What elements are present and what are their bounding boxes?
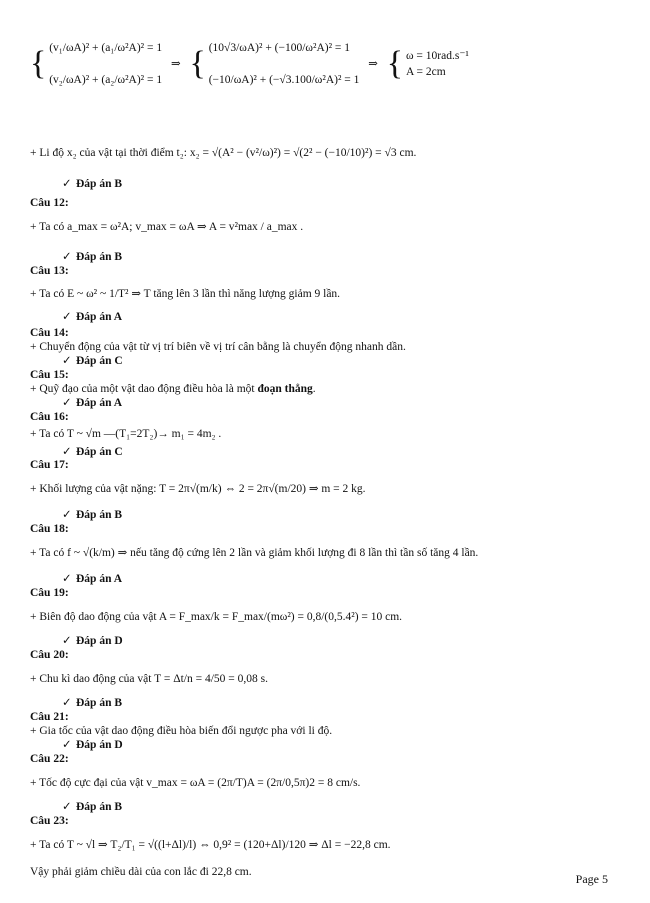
solution-formula: f ~ √(k/m) ⇒ nếu tăng độ cứng lên 2 lần và giảm khối lượng đi 8 lần thì tần số tăng 4 lần. bbox=[64, 547, 479, 559]
answer-text: Đáp án B bbox=[76, 801, 123, 813]
question-solution bbox=[30, 610, 402, 624]
answer-line bbox=[62, 354, 123, 368]
answer-11: ✓ Đáp án B bbox=[62, 178, 123, 190]
equation-2: (v₂/ωA)² + (a₂/ω²A)² = 1 bbox=[49, 74, 163, 86]
solution-text: + Ta có bbox=[30, 547, 65, 559]
check-mark-icon: ✓ bbox=[62, 509, 72, 521]
answer-line bbox=[62, 250, 122, 264]
question-title: Câu 14: bbox=[30, 327, 69, 339]
solution-formula: T ~ √l ⇒ T₂/T₁ = √((l+Δl)/l) ⇔ 0,9² = (120+Δl)/120 ⇒ Δl = −22,8 cm. bbox=[64, 839, 391, 851]
question-title: Câu 15: bbox=[30, 369, 69, 381]
question-title: Câu 13: bbox=[30, 265, 69, 277]
question-solution bbox=[30, 724, 332, 738]
answer-line bbox=[62, 310, 122, 324]
solution-text: + Chuyển động của vật từ vị trí biên về vị trí cân bằng là chuyển động nhanh dần. bbox=[30, 341, 406, 353]
solution-text: + Ta có bbox=[30, 221, 65, 233]
question-solution bbox=[30, 838, 391, 852]
answer-line bbox=[62, 738, 123, 752]
solution-text: + Biên độ dao động của vật bbox=[30, 611, 157, 623]
check-mark-icon: ✓ bbox=[62, 697, 72, 709]
answer-line bbox=[62, 508, 122, 522]
solution-formula: E ~ ω² ~ 1/T² ⇒ T tăng lên 3 lần thì năng lượng giảm 9 lần. bbox=[64, 288, 341, 300]
check-mark-icon: ✓ bbox=[62, 635, 72, 647]
answer-text: Đáp án C bbox=[76, 446, 123, 458]
solution-text: + Ta có bbox=[30, 428, 65, 440]
question-solution bbox=[30, 340, 406, 354]
question-title: Câu 21: bbox=[30, 711, 69, 723]
question-solution bbox=[30, 482, 366, 496]
question-title: Câu 22: bbox=[30, 753, 69, 765]
answer-line bbox=[62, 634, 123, 648]
page-number: Page 5 bbox=[575, 872, 608, 886]
check-mark-icon: ✓ bbox=[62, 446, 72, 458]
equation-1: (v₁/ωA)² + (a₁/ω²A)² = 1 bbox=[49, 42, 163, 54]
check-mark-icon: ✓ bbox=[62, 573, 72, 585]
check-mark-icon: ✓ bbox=[62, 178, 72, 190]
question-solution bbox=[30, 672, 268, 686]
question-solution bbox=[30, 546, 478, 560]
li-do-text: + Li độ x₂ của vật tại thời điểm t₂: bbox=[30, 147, 187, 159]
question-title: Câu 16: bbox=[30, 411, 69, 423]
solution-formula: a_max = ω²A; v_max = ωA ⇒ A = v²max / a_max . bbox=[64, 221, 304, 233]
answer-text: Đáp án D bbox=[76, 739, 123, 751]
solution-text: + Tốc độ cực đại của vật bbox=[30, 777, 144, 789]
answer-line bbox=[62, 696, 122, 710]
solution-text: + Ta có bbox=[30, 839, 65, 851]
solution-formula: v_max = ωA = (2π/T)A = (2π/0,5π)2 = 8 cm/s. bbox=[143, 777, 361, 789]
answer-text: Đáp án A bbox=[76, 573, 123, 585]
question-solution bbox=[30, 287, 340, 301]
answer-line bbox=[62, 572, 122, 586]
solution-formula: A = F_max/k = F_max/(mω²) = 0,8/(0,5.4²) = 10 cm. bbox=[156, 611, 403, 623]
equation-3: (10√3/ωA)² + (−100/ω²A)² = 1 bbox=[208, 42, 351, 54]
answer-line bbox=[62, 445, 123, 459]
answer-text: Đáp án A bbox=[76, 311, 123, 323]
answer-text: Đáp án B bbox=[76, 509, 123, 521]
li-do-formula: x₂ = √(A² − (v²/ω)²) = √(2² − (−10/10)²) = √3 cm. bbox=[189, 147, 417, 159]
answer-line bbox=[62, 396, 122, 410]
question-solution bbox=[30, 220, 303, 234]
system-equations: { (v₁/ωA)² + (a₁/ω²A)² = 1 (v₂/ωA)² + (a₂/ω²A)² = 1 ⇒ { (10√3/ωA)² + (−100/ω²A)² = 1 (−10/ωA)² + (−√3.100/ω²A)² = 1 ⇒ { ω = 10rad.s⁻¹ A = 2cm bbox=[30, 42, 469, 86]
answer-text: Đáp án D bbox=[76, 635, 123, 647]
solution-text: + Chu kì dao động của vật bbox=[30, 673, 152, 685]
question-title: Câu 12: bbox=[30, 197, 69, 209]
question-solution bbox=[30, 427, 221, 441]
check-mark-icon: ✓ bbox=[62, 251, 72, 263]
answer-text: Đáp án B bbox=[76, 697, 123, 709]
check-mark-icon: ✓ bbox=[62, 397, 72, 409]
solution-formula: T = 2π√(m/k) ⇔ 2 = 2π√(m/20) ⇒ m = 2 kg. bbox=[156, 483, 366, 495]
question-title: Câu 18: bbox=[30, 523, 69, 535]
answer-text: Đáp án B bbox=[76, 251, 123, 263]
answer-text: Đáp án A bbox=[76, 397, 123, 409]
question-title: Câu 20: bbox=[30, 649, 69, 661]
result-amplitude: A = 2cm bbox=[405, 66, 446, 78]
check-mark-icon: ✓ bbox=[62, 311, 72, 323]
question-title: Câu 19: bbox=[30, 587, 69, 599]
solution-text: + Gia tốc của vật dao động điều hòa biến đổi ngược pha với li độ. bbox=[30, 725, 333, 737]
conclusion-text: Vậy phải giảm chiều dài của con lắc đi 22,8 cm. bbox=[30, 866, 252, 878]
equation-4: (−10/ωA)² + (−√3.100/ω²A)² = 1 bbox=[208, 74, 360, 86]
li-do-line bbox=[30, 146, 416, 160]
emphasis-text: đoạn thẳng bbox=[254, 383, 313, 395]
solution-formula: T ~ √m —(T₁=2T₂)→ m₁ = 4m₂ . bbox=[64, 428, 222, 440]
answer-line bbox=[62, 800, 122, 814]
question-solution bbox=[30, 382, 316, 396]
solution-text: + Ta có bbox=[30, 288, 65, 300]
question-title: Câu 23: bbox=[30, 815, 69, 827]
answer-text: Đáp án C bbox=[76, 355, 123, 367]
result-omega: ω = 10rad.s⁻¹ bbox=[405, 50, 469, 62]
question-solution bbox=[30, 776, 360, 790]
check-mark-icon: ✓ bbox=[62, 355, 72, 367]
check-mark-icon: ✓ bbox=[62, 801, 72, 813]
question-title: Câu 17: bbox=[30, 459, 69, 471]
solution-formula: T = Δt/n = 4/50 = 0,08 s. bbox=[151, 673, 268, 685]
check-mark-icon: ✓ bbox=[62, 739, 72, 751]
tail-text: . bbox=[312, 383, 316, 395]
solution-text: + Quỹ đạo của một vật dao động điều hòa là một bbox=[30, 383, 255, 395]
solution-text: + Khối lượng của vật nặng: bbox=[30, 483, 157, 495]
